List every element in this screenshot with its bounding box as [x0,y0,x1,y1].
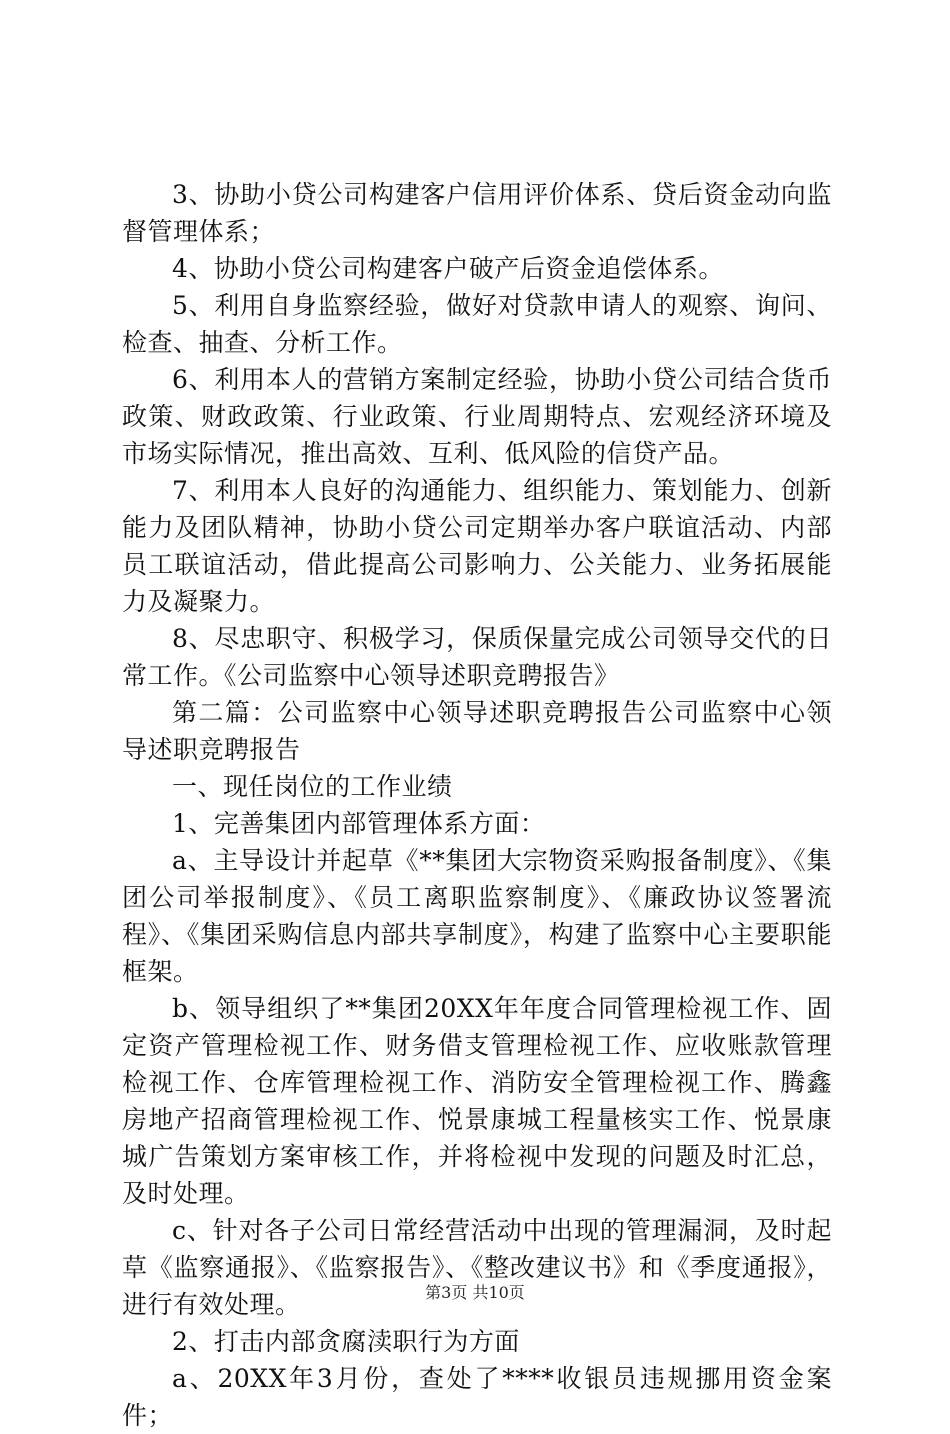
document-body [122,176,832,1434]
paragraph-item-7: 7、利用本人良好的沟通能力、组织能力、策划能力、创新能力及团队精神，协助小贷公司定期举办客户联谊活动、内部员工联谊活动，借此提高公司影响力、公关能力、业务拓展能力及凝聚力。 [122,476,832,616]
section-heading-second-part: 第二篇：公司监察中心领导述职竞聘报告公司监察中心领导述职竞聘报告 [122,698,832,764]
paragraph-item-a-case: a、20XX年3月份，查处了****收银员违规挪用资金案件； [122,1364,832,1430]
paragraph-item-3: 3、协助小贷公司构建客户信用评价体系、贷后资金动向监督管理体系； [122,180,832,246]
paragraph-item-a: a、主导设计并起草《**集团大宗物资采购报备制度》、《集团公司举报制度》、《员工离职监察制度》、《廉政协议签署流程》、《集团采购信息内部共享制度》，构建了监察中心主要职能框架。 [122,846,832,986]
page-number-footer: 第3页 共10页 [425,1283,525,1302]
paragraph-item-5: 5、利用自身监察经验，做好对贷款申请人的观察、询问、检查、抽查、分析工作。 [122,291,832,357]
paragraph-item-6: 6、利用本人的营销方案制定经验，协助小贷公司结合货币政策、财政政策、行业政策、行业周期特点、宏观经济环境及市场实际情况，推出高效、互利、低风险的信贷产品。 [122,365,832,468]
paragraph-item-4: 4、协助小贷公司构建客户破产后资金追偿体系。 [172,254,724,283]
paragraph-item-b: b、领导组织了**集团20XX年年度合同管理检视工作、固定资产管理检视工作、财务借支管理检视工作、应收账款管理检视工作、仓库管理检视工作、消防安全管理检视工作、腾鑫房地产招商管理检视工作、悦景康城工程量核实工作、悦景康城广告策划方案审核工作，并将检视中发现的问题及时汇总，及时处理。 [122,994,832,1208]
subsection-heading-anti-corruption: 2、打击内部贪腐渎职行为方面 [172,1327,520,1356]
section-heading-work-achievements: 一、现任岗位的工作业绩 [172,772,453,801]
paragraph-item-c: c、针对各子公司日常经营活动中出现的管理漏洞，及时起草《监察通报》、《监察报告》、《整改建议书》和《季度通报》，进行有效处理。 [122,1216,832,1319]
subsection-heading-management-system: 1、完善集团内部管理体系方面： [172,809,546,838]
paragraph-item-8: 8、尽忠职守、积极学习，保质保量完成公司领导交代的日常工作。《公司监察中心领导述职竞聘报告》 [122,624,832,690]
